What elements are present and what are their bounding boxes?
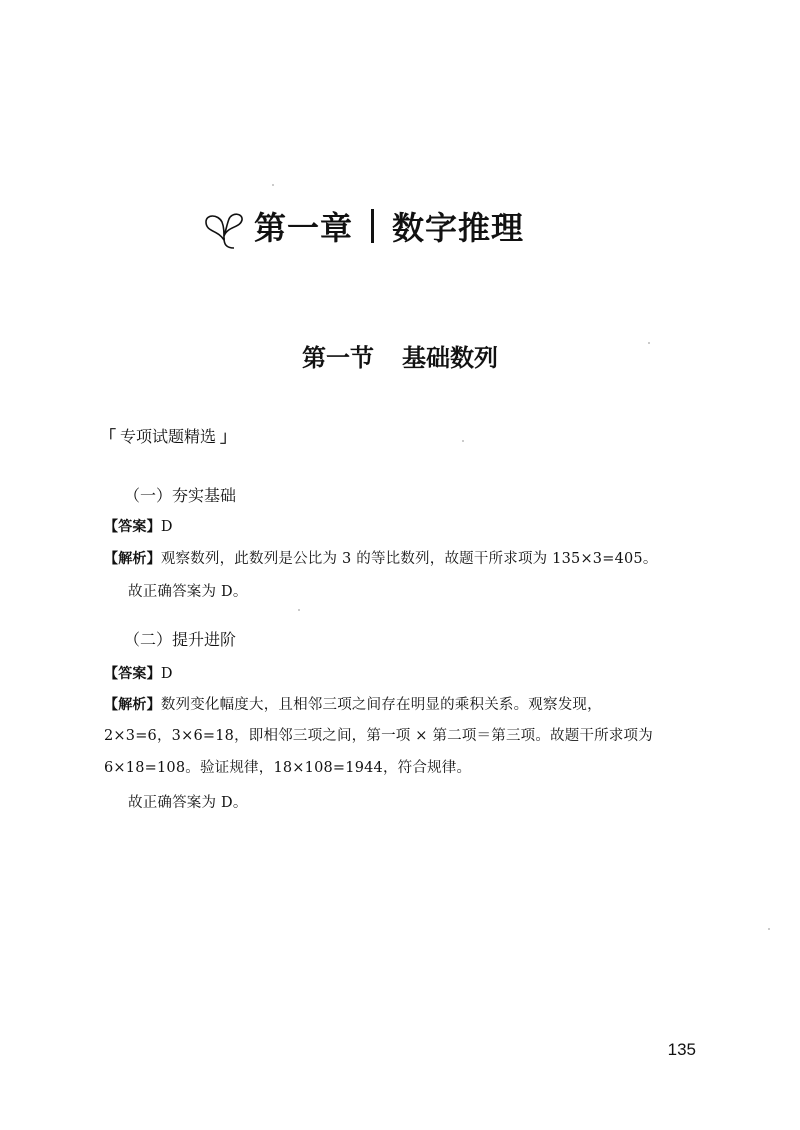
sprout-icon: [200, 200, 250, 252]
chapter-divider: [371, 209, 374, 243]
selection-open-bracket: 「: [100, 427, 117, 446]
chapter-number: 第一章: [254, 209, 354, 247]
page-number: 135: [667, 1040, 696, 1059]
analysis-label: 【解析】: [104, 697, 161, 713]
part-1-heading: （一）夯实基础: [124, 486, 237, 505]
selection-tag: [96, 424, 240, 447]
selection-label: 专项试题精选: [120, 427, 217, 446]
part-2-answer: [104, 663, 173, 683]
section-name: 基础数列: [402, 344, 498, 372]
scan-speck: [462, 440, 464, 442]
answer-label: 【答案】: [104, 519, 161, 535]
analysis-text: 数列变化幅度大，且相邻三项之间存在明显的乘积关系。观察发现，: [160, 697, 602, 713]
answer-value: D: [160, 519, 173, 535]
section-number: 第一节: [302, 344, 374, 372]
answer-label: 【答案】: [104, 666, 161, 682]
scan-speck: [648, 342, 650, 344]
part-1-analysis-line: [104, 547, 658, 568]
chapter-header: [200, 196, 524, 256]
part-1-analysis-line: 故正确答案为 D。: [128, 584, 248, 600]
analysis-text: 观察数列，此数列是公比为 3 的等比数列，故题干所求项为 135×3=405。: [160, 551, 658, 567]
answer-value: D: [160, 666, 173, 682]
part-1-answer: [104, 516, 173, 536]
chapter-title: 数字推理: [392, 209, 525, 247]
analysis-label: 【解析】: [104, 551, 161, 567]
scan-speck: [298, 609, 300, 611]
scan-speck: [768, 928, 770, 930]
section-title: [0, 338, 800, 373]
part-2-analysis-line: 故正确答案为 D。: [128, 795, 248, 811]
part-2-heading: （二）提升进阶: [124, 630, 237, 649]
selection-close-bracket: 」: [220, 427, 237, 446]
part-2-analysis-line: [104, 693, 602, 714]
scan-speck: [272, 184, 274, 186]
part-2-analysis-line: 2×3=6，3×6=18，即相邻三项之间，第一项 × 第二项＝第三项。故题干所求项为: [104, 728, 653, 744]
part-2-analysis-line: 6×18=108。验证规律，18×108=1944，符合规律。: [104, 760, 472, 776]
